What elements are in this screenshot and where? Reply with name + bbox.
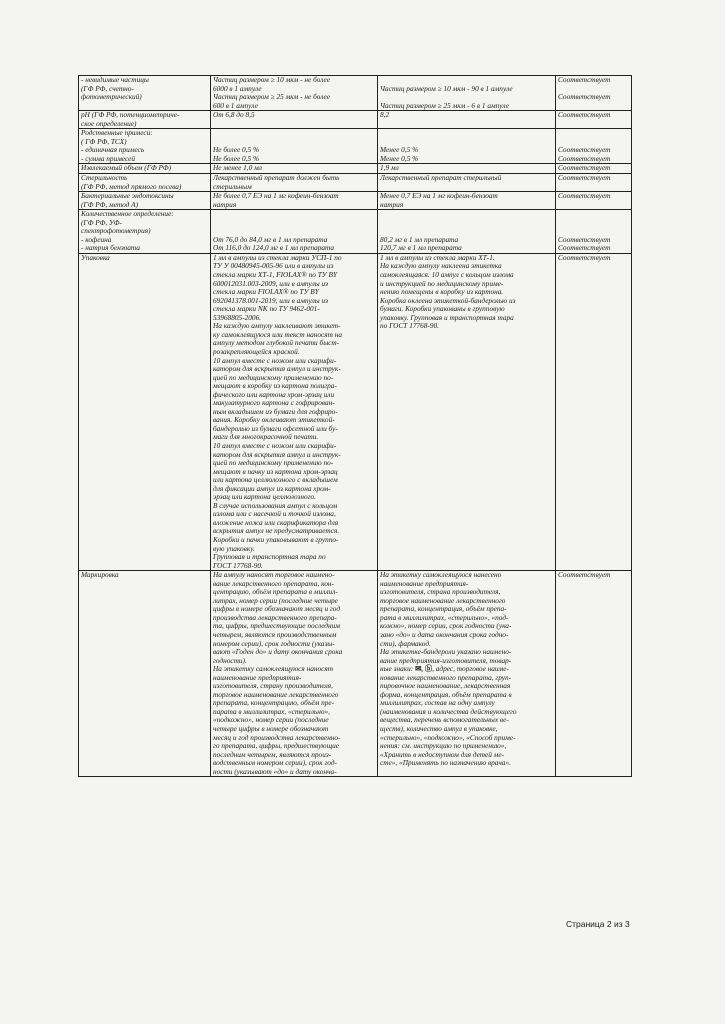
result-text-part: На этикетку самоклеящуюся нанесено наименование предприятия- изготовителя, страна производителя, торговое наименование лекарственного препарата, концентрация, объём препа- рата в миллилитрах, «стерильно», «под- кожно», номер серии, срок годности (ука- зано «до» и дата окончания срока годно- сти), фармакод. На этикетке-бандероли указано наимено- вание предприятия-изготовителя, товар- <box>380 570 512 665</box>
conclusion-cell: Соответствует <box>556 253 632 570</box>
result-cell: 1 мл в ампулы из стекла марки ХТ-1. На каждую ампулу наклеена этикетка самоклеящаяся. 10 ампул с кольцом излома и инструкцией по медицинскому приме- нению помещены в коробку из картона. Коробка оклеена этикеткой-бандеролью из бумаги. Коробки упакованы в групповую упаковку. Групповая и транспортная тара по ГОСТ 17768-90. <box>378 253 556 570</box>
specification-table <box>78 75 632 777</box>
table-row <box>79 192 632 210</box>
table-row <box>79 253 632 570</box>
table-row <box>79 210 632 254</box>
result-text-part: , адрес, торговое наиме- <box>432 664 509 674</box>
conclusion-cell: Соответствует <box>556 174 632 192</box>
test-name-cell: Количественное определение: (ГФ РФ, УФ- спектрофотометрия) - кофеина - натрия бензоата <box>79 210 211 254</box>
requirement-cell: Лекарственный препарат должен быть стерильным <box>211 174 378 192</box>
table-row <box>79 129 632 164</box>
conclusion-cell: Соответствует <box>556 192 632 210</box>
result-cell: 1,9 мл <box>378 164 556 174</box>
result-text-part: ные знаки: <box>380 664 416 674</box>
test-name-cell: Упаковка <box>79 253 211 570</box>
table-row <box>79 76 632 111</box>
test-name-cell: Родственные примеси: ( ГФ РФ, ТСХ) - единичная примесь - сумма примесей <box>79 129 211 164</box>
test-name-cell: Маркировка <box>79 571 211 777</box>
result-cell: Лекарственный препарат стерильный <box>378 174 556 192</box>
requirement-cell: Частиц размером ≥ 10 мкм - не более 6000 в 1 ампуле Частиц размером ≥ 25 мкм - не более 600 в 1 ампуле <box>211 76 378 111</box>
requirement-cell: Не более 0,5 % Не более 0,5 % <box>211 129 378 164</box>
conclusion-cell: Соответствует Соответствует <box>556 76 632 111</box>
result-cell: Менее 0,7 ЕЭ на 1 мг кофеин-бензоат натрия <box>378 192 556 210</box>
result-cell: Частиц размером ≥ 10 мкм - 90 в 1 ампуле Частиц размером ≥ 25 мкм - 6 в 1 ампуле <box>378 76 556 111</box>
conclusion-cell: Соответствует Соответствует <box>556 210 632 254</box>
test-name-cell: Бактериальные эндотоксины (ГФ РФ, метод А) <box>79 192 211 210</box>
test-name-cell: - невидимые частицы (ГФ РФ, счетно- фотометрический) <box>79 76 211 111</box>
conclusion-cell: Соответствует <box>556 571 632 777</box>
test-name-cell: pH (ГФ РФ, потенциометриче- ское определение) <box>79 111 211 129</box>
requirement-cell: 1 мл в ампулы из стекла марки УСП-1 по ТУ У 00480945-005-96 или в ампулы из стекла марки ХТ-1, FIOLAX® по ТУ BY 600012031.003-2009, или в ампулы из стекла марки FIOLAX® по ТУ BY 692041378.001-2019, или в ампулы из стекла марки NK по ТУ 9462-001- 53968805-2006. На каждую ампулу наклеивают этикет- ку самоклеящуюся или текст наносят на ампулу методом глубокой печати быст- розакрепляющейся краской. 10 ампул вместе с ножом или скарифи- катором для вскрытия ампул и инструк- цией по медицинскому применению по- мещают в коробку из картона полигра- фического или картона хром-эрзац или макулатурного картона с гофрирован- ным вкладышем из бумаги для гофриро- вания. Коробку оклеивают этикеткой- бандеролью из бумаги офсетной или бу- маги для многокрасочной печати. 10 ампул вместе с ножом или скарифи- катором для вскрытия ампул и инструк- цией по медицинскому применению по- мещают в пачку из картона хром-эрзац или картона целлюлозного с вкладышем для фиксации ампул из картона хром- эрзац или картона целлюлозного. В случае использования ампул с кольцом излома или с насечкой и точкой излома, вложение ножа или скарификатора для вскрытия ампул не предусматривается. Коробки и пачки упаковывают в группо- вую упаковку. Групповая и транспортная тара по ГОСТ 17768-90. <box>211 253 378 570</box>
requirement-cell: От 6,8 до 8,5 <box>211 111 378 129</box>
table-row <box>79 111 632 129</box>
test-name-cell: Стерильность (ГФ РФ, метод прямого посева) <box>79 174 211 192</box>
requirement-cell: На ампулу наносят торговое наимено- вание лекарственного препарата, кон- центрацию, объём препарата в миллил- литрах, номер серии (последние четыре цифры в номере обозначают месяц и год производства лекарственного препара- та, цифры, предшествующие последним четырем, являются производственным номером серии), срок годности (указы- вают «Годен до» и дату окончания срока годности). На этикетку самоклеящуюся наносят наименование предприятия- изготовителя, страну производителя, торговое наименование лекарственного препарата, концентрацию, объём пре- парата в миллилитрах, «стерильно», «подкожно», номер серии (последние четыре цифры в номере обозначают месяц и год производства лекарственно- го препарата, цифры, предшествующие последним четырем, являются произ- водственным номером серии), срок год- ности (указывают «до» и дату оконча- <box>211 571 378 777</box>
conclusion-cell: Соответствует Соответствует <box>556 129 632 164</box>
page-number: Страница 2 из 3 <box>566 919 630 929</box>
result-cell: 80,2 мг в 1 мл препарата 120,7 мг в 1 мл препарата <box>378 210 556 254</box>
requirement-cell: Не менее 1,0 мл <box>211 164 378 174</box>
result-text-part: нование лекарственного препарата, груп- пировочное наименование, лекарственная форма, концентрация, объём препарата в миллилитрах, состав на одну ампулу (наименования и количества действующего вещества, перечень вспомогательных ве- ществ), количество ампул в упаковке, «стерильно», «подкожно», «Способ приме- нения: см. инструкцию по применению», «Хранить в недоступном для детей ме- сте», «Применять по назначению врача». <box>380 672 517 768</box>
result-cell: Менее 0,5 % Менее 0,5 % <box>378 129 556 164</box>
result-cell: 8,2 <box>378 111 556 129</box>
result-cell <box>378 571 556 777</box>
requirement-cell: От 76,0 до 84,0 мг в 1 мл препарата От 116,0 до 124,0 мг в 1 мл препарата <box>211 210 378 254</box>
conclusion-cell: Соответствует <box>556 111 632 129</box>
table-row <box>79 174 632 192</box>
table-row <box>79 571 632 777</box>
table-row <box>79 164 632 174</box>
trademark-icon: ✉, ⓑ <box>415 664 433 674</box>
test-name-cell: Извлекаемый объем (ГФ РФ) <box>79 164 211 174</box>
conclusion-cell: Соответствует <box>556 164 632 174</box>
requirement-cell: Не более 0,7 ЕЭ на 1 мг кофеин-бензоат натрия <box>211 192 378 210</box>
